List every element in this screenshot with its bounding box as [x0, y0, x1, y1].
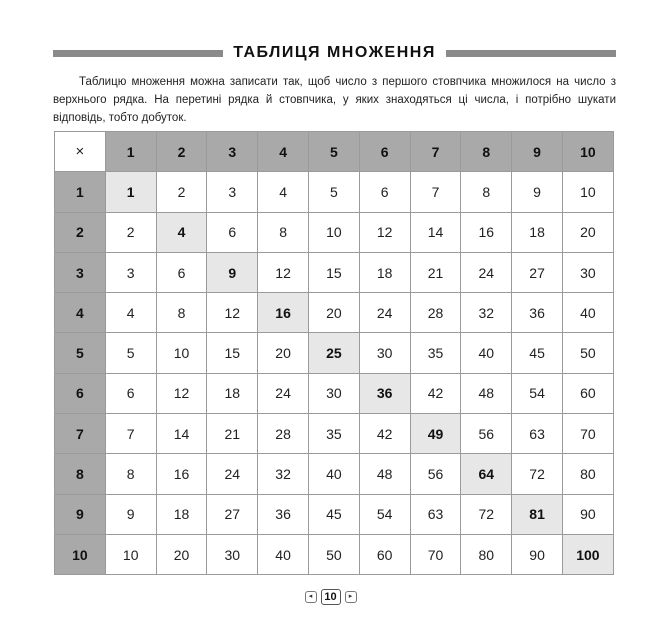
page-next-icon: ▸	[345, 591, 357, 603]
page-number: 10	[321, 589, 341, 605]
product-cell: 20	[156, 534, 207, 574]
square-product-cell: 36	[359, 373, 410, 413]
square-product-cell: 64	[461, 454, 512, 494]
table-row	[55, 534, 614, 574]
square-product-cell: 100	[562, 534, 613, 574]
product-cell: 50	[308, 534, 359, 574]
square-product-cell: 9	[207, 252, 258, 292]
product-cell: 50	[562, 333, 613, 373]
product-cell: 45	[512, 333, 563, 373]
product-cell: 4	[258, 172, 309, 212]
product-cell: 7	[410, 172, 461, 212]
product-cell: 35	[308, 414, 359, 454]
row-header-cell: 2	[55, 212, 106, 252]
product-cell: 27	[512, 252, 563, 292]
product-cell: 28	[410, 293, 461, 333]
product-cell: 54	[512, 373, 563, 413]
product-cell: 40	[258, 534, 309, 574]
product-cell: 48	[461, 373, 512, 413]
product-cell: 48	[359, 454, 410, 494]
product-cell: 10	[156, 333, 207, 373]
product-cell: 8	[258, 212, 309, 252]
product-cell: 40	[461, 333, 512, 373]
row-header-cell: 7	[55, 414, 106, 454]
product-cell: 70	[562, 414, 613, 454]
product-cell: 7	[105, 414, 156, 454]
row-header-cell: 8	[55, 454, 106, 494]
product-cell: 63	[512, 414, 563, 454]
product-cell: 3	[207, 172, 258, 212]
product-cell: 30	[308, 373, 359, 413]
product-cell: 3	[105, 252, 156, 292]
product-cell: 36	[258, 494, 309, 534]
product-cell: 8	[105, 454, 156, 494]
column-header-cell: 1	[105, 132, 156, 172]
multiplication-table	[54, 131, 614, 575]
column-header-cell: 10	[562, 132, 613, 172]
product-cell: 5	[308, 172, 359, 212]
table-row	[55, 252, 614, 292]
product-cell: 27	[207, 494, 258, 534]
table-row	[55, 494, 614, 534]
row-header-cell: 3	[55, 252, 106, 292]
product-cell: 18	[359, 252, 410, 292]
square-product-cell: 81	[512, 494, 563, 534]
product-cell: 15	[308, 252, 359, 292]
product-cell: 24	[461, 252, 512, 292]
product-cell: 60	[562, 373, 613, 413]
product-cell: 21	[410, 252, 461, 292]
product-cell: 2	[105, 212, 156, 252]
product-cell: 72	[461, 494, 512, 534]
column-header-cell: 7	[410, 132, 461, 172]
column-header-cell: 2	[156, 132, 207, 172]
column-header-cell: 5	[308, 132, 359, 172]
product-cell: 4	[105, 293, 156, 333]
row-header-cell: 10	[55, 534, 106, 574]
product-cell: 8	[461, 172, 512, 212]
product-cell: 56	[410, 454, 461, 494]
product-cell: 18	[207, 373, 258, 413]
table-row	[55, 293, 614, 333]
page-title: ТАБЛИЦЯ МНОЖЕННЯ	[233, 44, 436, 61]
table-row	[55, 212, 614, 252]
product-cell: 42	[410, 373, 461, 413]
page-prev-icon: ◂	[305, 591, 317, 603]
product-cell: 10	[562, 172, 613, 212]
product-cell: 32	[461, 293, 512, 333]
square-product-cell: 49	[410, 414, 461, 454]
product-cell: 30	[359, 333, 410, 373]
product-cell: 12	[156, 373, 207, 413]
square-product-cell: 4	[156, 212, 207, 252]
product-cell: 18	[512, 212, 563, 252]
product-cell: 20	[308, 293, 359, 333]
product-cell: 40	[562, 293, 613, 333]
product-cell: 6	[105, 373, 156, 413]
product-cell: 16	[156, 454, 207, 494]
product-cell: 12	[258, 252, 309, 292]
table-row	[55, 373, 614, 413]
product-cell: 8	[156, 293, 207, 333]
column-header-cell: 9	[512, 132, 563, 172]
square-product-cell: 16	[258, 293, 309, 333]
row-header-cell: 4	[55, 293, 106, 333]
title-bar-left	[53, 50, 223, 57]
product-cell: 60	[359, 534, 410, 574]
row-header-cell: 9	[55, 494, 106, 534]
product-cell: 14	[410, 212, 461, 252]
product-cell: 6	[207, 212, 258, 252]
product-cell: 10	[105, 534, 156, 574]
column-header-cell: 4	[258, 132, 309, 172]
product-cell: 20	[562, 212, 613, 252]
product-cell: 90	[562, 494, 613, 534]
product-cell: 20	[258, 333, 309, 373]
table-row	[55, 454, 614, 494]
product-cell: 9	[105, 494, 156, 534]
product-cell: 6	[359, 172, 410, 212]
product-cell: 90	[512, 534, 563, 574]
title-row	[53, 38, 616, 68]
product-cell: 70	[410, 534, 461, 574]
table-corner-cell: ×	[55, 132, 106, 172]
product-cell: 6	[156, 252, 207, 292]
product-cell: 5	[105, 333, 156, 373]
product-cell: 35	[410, 333, 461, 373]
product-cell: 80	[461, 534, 512, 574]
column-header-cell: 6	[359, 132, 410, 172]
table-header-row	[55, 132, 614, 172]
product-cell: 12	[359, 212, 410, 252]
product-cell: 42	[359, 414, 410, 454]
product-cell: 2	[156, 172, 207, 212]
product-cell: 30	[207, 534, 258, 574]
product-cell: 40	[308, 454, 359, 494]
square-product-cell: 1	[105, 172, 156, 212]
product-cell: 16	[461, 212, 512, 252]
product-cell: 24	[258, 373, 309, 413]
product-cell: 12	[207, 293, 258, 333]
title-bar-right	[446, 50, 616, 57]
product-cell: 21	[207, 414, 258, 454]
product-cell: 18	[156, 494, 207, 534]
column-header-cell: 8	[461, 132, 512, 172]
product-cell: 63	[410, 494, 461, 534]
product-cell: 24	[359, 293, 410, 333]
table-row	[55, 333, 614, 373]
table-row	[55, 414, 614, 454]
square-product-cell: 25	[308, 333, 359, 373]
intro-paragraph: Таблицю множення можна записати так, щоб число з першого стовпчика множилося на число з верхнього рядка. На перетині рядка й стовпчика, у яких знаходяться ці числа, і потрібно шукати відповідь, тобто добуток.	[53, 76, 616, 124]
row-header-cell: 1	[55, 172, 106, 212]
table-row	[55, 172, 614, 212]
product-cell: 80	[562, 454, 613, 494]
product-cell: 36	[512, 293, 563, 333]
product-cell: 32	[258, 454, 309, 494]
product-cell: 15	[207, 333, 258, 373]
product-cell: 45	[308, 494, 359, 534]
product-cell: 30	[562, 252, 613, 292]
product-cell: 54	[359, 494, 410, 534]
product-cell: 9	[512, 172, 563, 212]
row-header-cell: 6	[55, 373, 106, 413]
row-header-cell: 5	[55, 333, 106, 373]
product-cell: 28	[258, 414, 309, 454]
page-footer	[0, 589, 661, 605]
product-cell: 14	[156, 414, 207, 454]
product-cell: 10	[308, 212, 359, 252]
product-cell: 56	[461, 414, 512, 454]
column-header-cell: 3	[207, 132, 258, 172]
product-cell: 24	[207, 454, 258, 494]
product-cell: 72	[512, 454, 563, 494]
